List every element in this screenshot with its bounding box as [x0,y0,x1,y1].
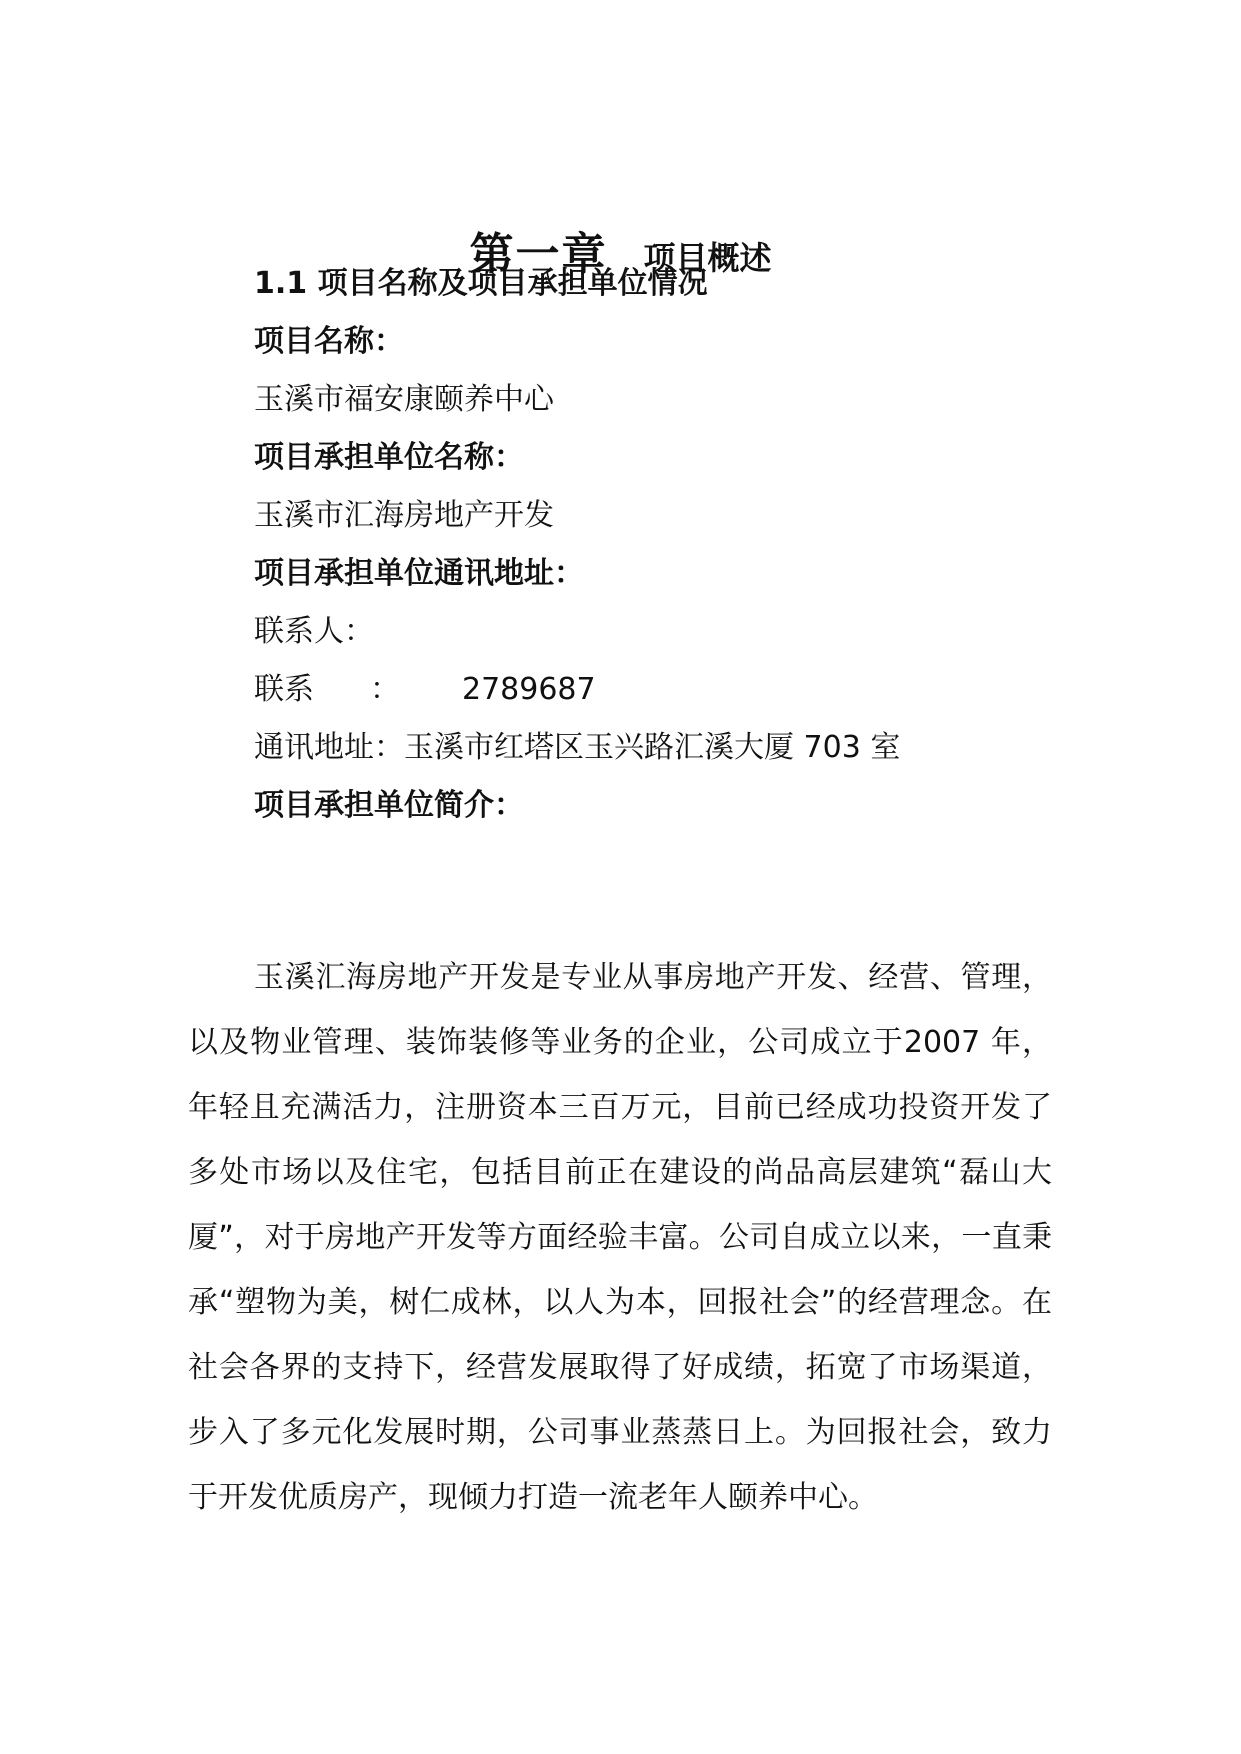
undertaker-name-label: 项目承担单位名称： [254,440,524,475]
chapter-number: 第一章 [469,229,608,280]
phone-value: 2789687 [462,672,596,707]
project-name-value: 玉溪市福安康颐养中心 [254,382,554,417]
phone-line [254,670,596,710]
undertaker-address-label: 项目承担单位通讯地址： [254,556,584,591]
project-name-label: 项目名称： [254,324,404,359]
undertaker-intro-paragraph: 玉溪汇海房地产开发是专业从事房地产开发、经营、管理，以及物业管理、装饰装修等业务的企业，公司成立于2007 年，年轻且充满活力，注册资本三百万元，目前已经成功投资开发了多处市场以及住宅，包括目前正在建设的尚品高层建筑“磊山大厦”，对于房地产开发等方面经验丰富。公司自成立以来，一直秉承“塑物为美，树仁成林，以人为本，回报社会”的经营理念。在社会各界的支持下，经营发展取得了好成绩，拓宽了市场渠道，步入了多元化发展时期，公司事业蒸蒸日上。为回报社会，致力于开发优质房产，现倾力打造一流老年人颐养中心。 [188,960,1052,1515]
phone-label: 联系 [254,672,314,707]
undertaker-name-value: 玉溪市汇海房地产开发 [254,498,554,533]
undertaker-intro-label: 项目承担单位简介： [254,788,524,823]
phone-colon: ： [370,672,400,707]
contact-person-line: 联系人： [254,614,374,649]
section-heading: 1.1 项目名称及项目承担单位情况 [254,266,708,301]
mailing-address-line: 通讯地址：玉溪市红塔区玉兴路汇溪大厦 703 室 [254,730,901,765]
chapter-name: 项目概述 [643,239,772,277]
